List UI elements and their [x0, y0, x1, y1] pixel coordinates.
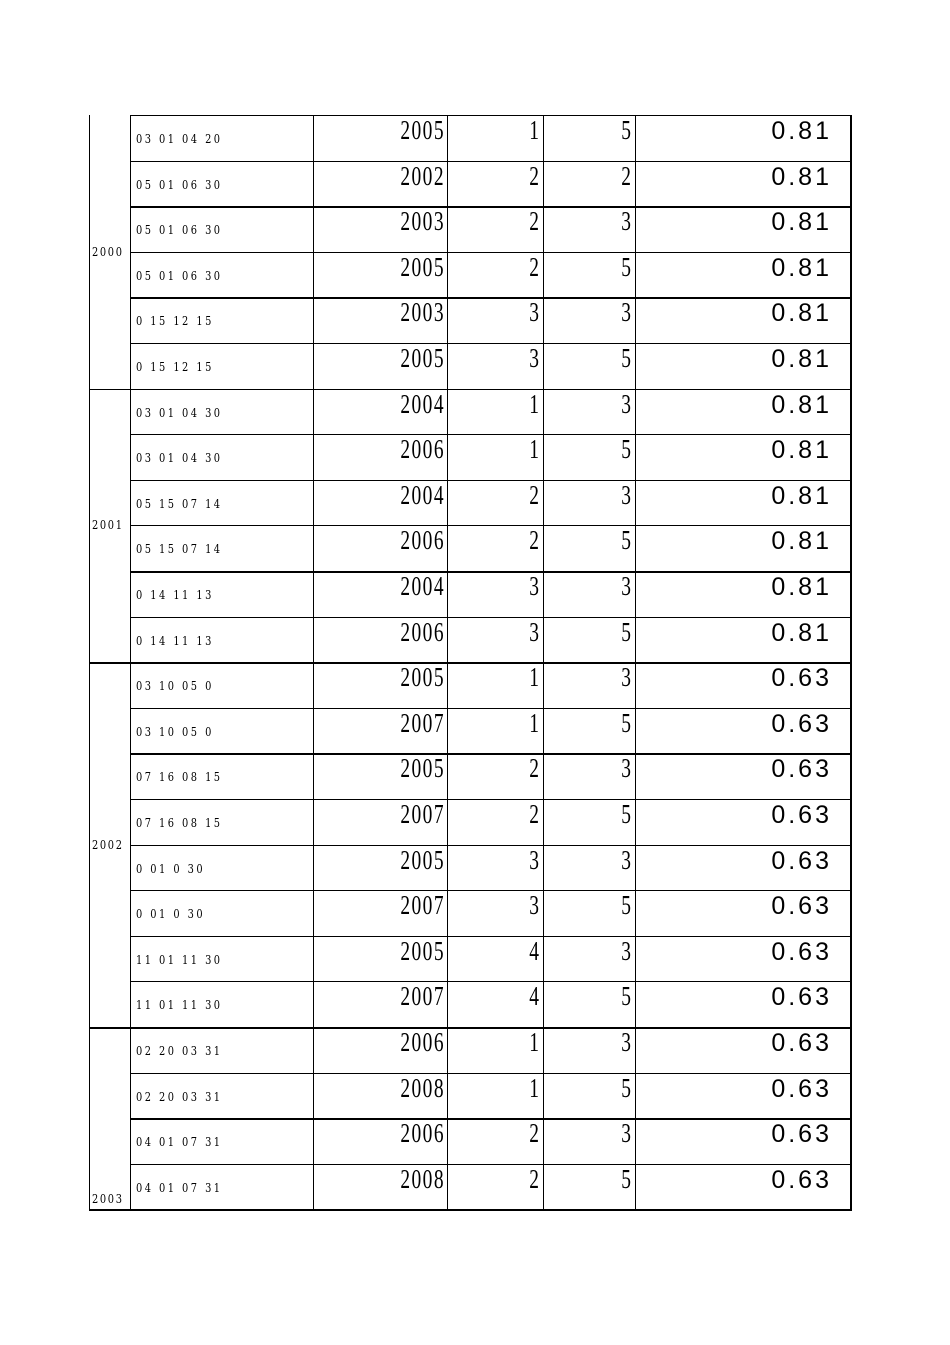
row-rate: 0.63 [771, 1074, 832, 1103]
row-value-b: 5 [621, 981, 631, 1012]
row-year: 2005 [400, 844, 445, 875]
row-value-a: 2 [529, 479, 539, 510]
row-year: 2006 [400, 1027, 445, 1057]
row-value-b: 3 [621, 753, 631, 784]
row-value-b: 5 [621, 525, 631, 556]
row-value-b: 3 [621, 571, 631, 601]
row-rate: 0.63 [771, 892, 832, 921]
row-year: 2005 [400, 251, 445, 282]
row-value-b: 5 [621, 1072, 631, 1103]
row-value-b: 5 [621, 434, 631, 465]
row-date-range: 05 01 06 30 [136, 223, 223, 238]
row-rate: 0.81 [771, 527, 832, 556]
row-year: 2005 [400, 343, 445, 373]
row-year: 2005 [400, 115, 445, 145]
row-year: 2007 [400, 981, 445, 1012]
row-value-a: 1 [529, 434, 539, 465]
row-rate: 0.63 [771, 664, 832, 693]
row-year: 2003 [400, 206, 445, 237]
row-value-a: 2 [529, 160, 539, 191]
row-value-b: 3 [621, 844, 631, 875]
row-date-range: 0 15 12 15 [136, 360, 214, 374]
row-value-a: 1 [529, 388, 539, 419]
row-value-b: 3 [621, 206, 631, 237]
row-year: 2006 [400, 525, 445, 556]
row-rate: 0.81 [771, 390, 832, 419]
row-value-b: 3 [621, 662, 631, 693]
row-date-range: 02 20 03 31 [136, 1089, 223, 1104]
row-rate: 0.81 [771, 481, 832, 510]
row-rate: 0.81 [771, 345, 832, 373]
row-rate: 0.81 [771, 208, 832, 237]
row-rate: 0.63 [771, 801, 832, 829]
row-value-b: 5 [621, 616, 631, 647]
row-value-a: 2 [529, 1118, 539, 1149]
row-date-range: 05 15 07 14 [136, 542, 223, 557]
row-year: 2006 [400, 434, 445, 465]
row-year: 2006 [400, 616, 445, 647]
row-date-range: 07 16 08 15 [136, 770, 223, 785]
row-year: 2004 [400, 571, 445, 601]
row-value-b: 5 [621, 1163, 631, 1194]
row-value-b: 5 [621, 115, 631, 145]
row-rate: 0.81 [771, 162, 832, 191]
row-date-range: 02 20 03 31 [136, 1044, 223, 1058]
row-rate: 0.81 [771, 253, 832, 282]
row-value-a: 2 [529, 206, 539, 237]
group-year-label: 2003 [92, 1192, 124, 1207]
row-date-range: 0 01 0 30 [136, 861, 206, 876]
row-value-b: 5 [621, 799, 631, 829]
row-rate: 0.81 [771, 618, 832, 647]
row-value-b: 3 [621, 479, 631, 510]
row-year: 2007 [400, 707, 445, 738]
row-value-a: 3 [529, 890, 539, 921]
row-year: 2005 [400, 935, 445, 966]
row-date-range: 05 01 06 30 [136, 268, 223, 283]
row-rate: 0.63 [771, 983, 832, 1012]
row-value-a: 1 [529, 115, 539, 145]
row-date-range: 05 01 06 30 [136, 177, 223, 192]
group-divider [89, 1209, 852, 1211]
row-value-a: 3 [529, 297, 539, 328]
row-rate: 0.63 [771, 755, 832, 784]
row-value-b: 2 [621, 160, 631, 191]
row-value-a: 1 [529, 707, 539, 738]
row-value-a: 2 [529, 1163, 539, 1194]
row-date-range: 07 16 08 15 [136, 816, 223, 830]
row-year: 2006 [400, 1118, 445, 1149]
row-year: 2007 [400, 799, 445, 829]
row-year: 2003 [400, 297, 445, 328]
row-value-a: 4 [529, 935, 539, 966]
row-rate: 0.81 [771, 573, 832, 601]
row-rate: 0.81 [771, 436, 832, 465]
row-year: 2005 [400, 753, 445, 784]
row-year: 2005 [400, 662, 445, 693]
row-year: 2004 [400, 388, 445, 419]
row-rate: 0.63 [771, 1165, 832, 1194]
row-value-a: 3 [529, 571, 539, 601]
row-rate: 0.81 [771, 299, 832, 328]
group-year-label: 2002 [92, 837, 124, 852]
row-date-range: 04 01 07 31 [136, 1180, 223, 1195]
row-rate: 0.63 [771, 1029, 832, 1057]
row-date-range: 04 01 07 31 [136, 1135, 223, 1150]
row-value-a: 3 [529, 343, 539, 373]
row-value-a: 2 [529, 251, 539, 282]
row-value-b: 3 [621, 297, 631, 328]
row-value-a: 1 [529, 1027, 539, 1057]
row-value-a: 2 [529, 799, 539, 829]
row-value-b: 5 [621, 707, 631, 738]
row-date-range: 0 15 12 15 [136, 314, 214, 329]
row-year: 2008 [400, 1072, 445, 1103]
row-date-range: 03 10 05 0 [136, 724, 214, 739]
row-year: 2002 [400, 160, 445, 191]
row-value-b: 3 [621, 1027, 631, 1057]
row-date-range: 0 14 11 13 [136, 633, 214, 648]
row-value-a: 1 [529, 662, 539, 693]
row-date-range: 03 01 04 20 [136, 132, 223, 146]
row-date-range: 0 14 11 13 [136, 588, 214, 602]
row-rate: 0.63 [771, 846, 832, 875]
row-value-a: 3 [529, 844, 539, 875]
row-value-a: 2 [529, 525, 539, 556]
group-year-label: 2001 [92, 518, 124, 533]
row-rate: 0.81 [771, 117, 832, 145]
row-year: 2004 [400, 479, 445, 510]
row-value-a: 2 [529, 753, 539, 784]
row-date-range: 11 01 11 30 [136, 952, 223, 967]
row-date-range: 11 01 11 30 [136, 998, 223, 1013]
row-rate: 0.63 [771, 937, 832, 966]
row-rate: 0.63 [771, 1120, 832, 1149]
row-value-b: 3 [621, 388, 631, 419]
row-value-b: 5 [621, 251, 631, 282]
row-year: 2008 [400, 1163, 445, 1194]
row-year: 2007 [400, 890, 445, 921]
group-year-label: 2000 [92, 244, 124, 259]
row-value-b: 3 [621, 1118, 631, 1149]
row-date-range: 0 01 0 30 [136, 907, 206, 922]
row-value-a: 4 [529, 981, 539, 1012]
row-value-a: 3 [529, 616, 539, 647]
row-value-a: 1 [529, 1072, 539, 1103]
row-value-b: 3 [621, 935, 631, 966]
row-rate: 0.63 [771, 709, 832, 738]
row-date-range: 03 01 04 30 [136, 405, 223, 420]
row-value-b: 5 [621, 890, 631, 921]
row-date-range: 05 15 07 14 [136, 496, 223, 511]
row-date-range: 03 10 05 0 [136, 679, 214, 694]
row-date-range: 03 01 04 30 [136, 451, 223, 466]
row-value-b: 5 [621, 343, 631, 373]
